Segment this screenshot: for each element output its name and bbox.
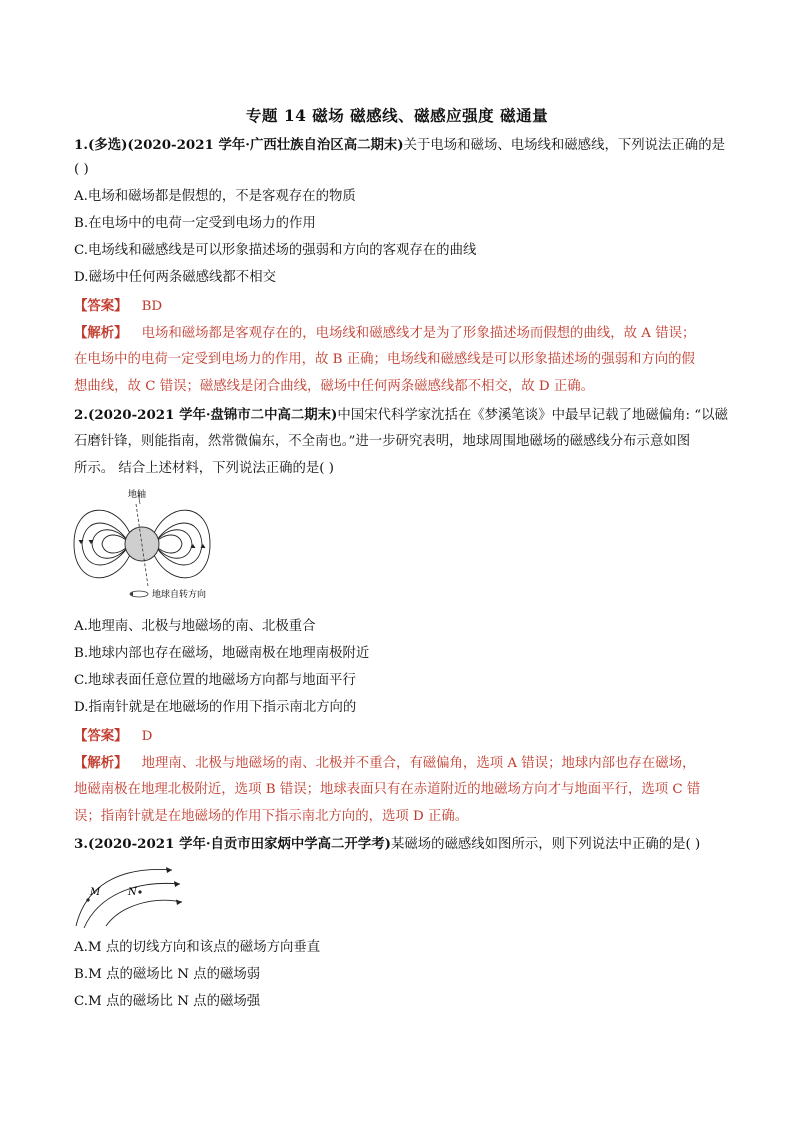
q3-source: 3.(2020-2021 学年·自贡市田家炳中学高二开学考): [74, 836, 391, 852]
q2-answer-value: D: [141, 729, 153, 744]
q1-analysis-line-3: 想曲线，故 C 错误；磁感线是闭合曲线，磁场中任何两条磁感线都不相交，故 D 正确。: [74, 379, 595, 394]
q1-option-b: B.在电场中的电荷一定受到电场力的作用: [74, 216, 316, 231]
q2-analysis-line-2: 地磁南极在地理北极附近，选项 B 错误；地球表面只有在赤道附近的地磁场方向才与地面平行，选项 C 错: [74, 782, 701, 797]
q1-analysis-tag: 【解析】: [74, 325, 128, 341]
q2-stem-line-1: 2.(2020-2021 学年·盘锦市二中高二期末)中国宋代科学家沈括在《梦溪笔谈》中最早记载了地磁偏角: “以磁: [74, 407, 728, 423]
earth-magnetic-field-figure: [72, 486, 232, 608]
label-earth-axis: 地轴: [128, 490, 147, 500]
q2-source: 2.(2020-2021 学年·盘锦市二中高二期末): [74, 407, 338, 423]
q2-option-c: C.地球表面任意位置的地磁场方向都与地面平行: [74, 673, 356, 688]
q1-option-d: D.磁场中任何两条磁感线都不相交: [74, 270, 276, 285]
q1-paren: ( ): [74, 162, 89, 177]
q3-option-b: B.M 点的磁场比 N 点的磁场弱: [74, 967, 261, 982]
q1-option-c: C.电场线和磁感线是可以形象描述场的强弱和方向的客观存在的曲线: [74, 243, 477, 258]
q1-analysis-line-2: 在电场中的电荷一定受到电场力的作用，故 B 正确；电场线和磁感线是可以形象描述场的强弱和方向的假: [74, 352, 695, 367]
q2-stem-line-3: 所示。 结合上述材料，下列说法正确的是( ): [74, 461, 334, 476]
label-point-m: M: [90, 887, 101, 898]
q1-analysis-line-1: 【解析】 电场和磁场都是客观存在的，电场线和磁感线才是为了形象描述场而假想的曲线，故 A 错误；: [74, 325, 696, 341]
q2-answer: [74, 726, 724, 747]
q3-option-c: C.M 点的磁场比 N 点的磁场强: [74, 994, 261, 1009]
q1-answer: [74, 296, 724, 317]
q2-option-a: A.地理南、北极与地磁场的南、北极重合: [74, 619, 316, 634]
q1-option-a: A.电场和磁场都是假想的，不是客观存在的物质: [74, 189, 356, 204]
label-point-n: N: [128, 887, 137, 898]
q3-stem: 3.(2020-2021 学年·自贡市田家炳中学高二开学考)某磁场的磁感线如图所示，则下列说法中正确的是( ): [74, 836, 701, 852]
q1-stem: [74, 135, 724, 156]
q2-analysis-line-1: 【解析】 地理南、北极与地磁场的南、北极并不重合，有磁偏角，选项 A 错误；地球内部也存在磁场，: [74, 755, 696, 771]
q1-stem-text: 关于电场和磁场、电场线和磁感线，下列说法正确的是: [403, 138, 725, 153]
field-lines-figure: [72, 862, 187, 930]
q3-option-a: A.M 点的切线方向和该点的磁场方向垂直: [74, 940, 321, 955]
q2-stem-line-2: 石磨针锋，则能指南，然常微偏东，不全南也。”进一步研究表明，地球周围地磁场的磁感线分布示意如图: [74, 434, 691, 449]
q2-analysis-line-3: 误；指南针就是在地磁场的作用下指示南北方向的，选项 D 正确。: [74, 809, 469, 824]
q1-answer-value: BD: [141, 299, 163, 314]
q2-option-b: B.地球内部也存在磁场，地磁南极在地理南极附近: [74, 646, 370, 661]
q2-option-d: D.指南针就是在地磁场的作用下指示南北方向的: [74, 700, 357, 715]
q2-answer-tag: 【答案】: [74, 728, 128, 744]
q1-answer-tag: 【答案】: [74, 298, 128, 314]
q2-analysis-tag: 【解析】: [74, 755, 128, 771]
page-title: 专题 14 磁场 磁感线、磁感应强度 磁通量: [245, 106, 549, 125]
label-rotation-direction: 地球自转方向: [152, 590, 207, 600]
q1-source: 1.(多选)(2020-2021 学年·广西壮族自治区高二期末): [74, 137, 404, 153]
